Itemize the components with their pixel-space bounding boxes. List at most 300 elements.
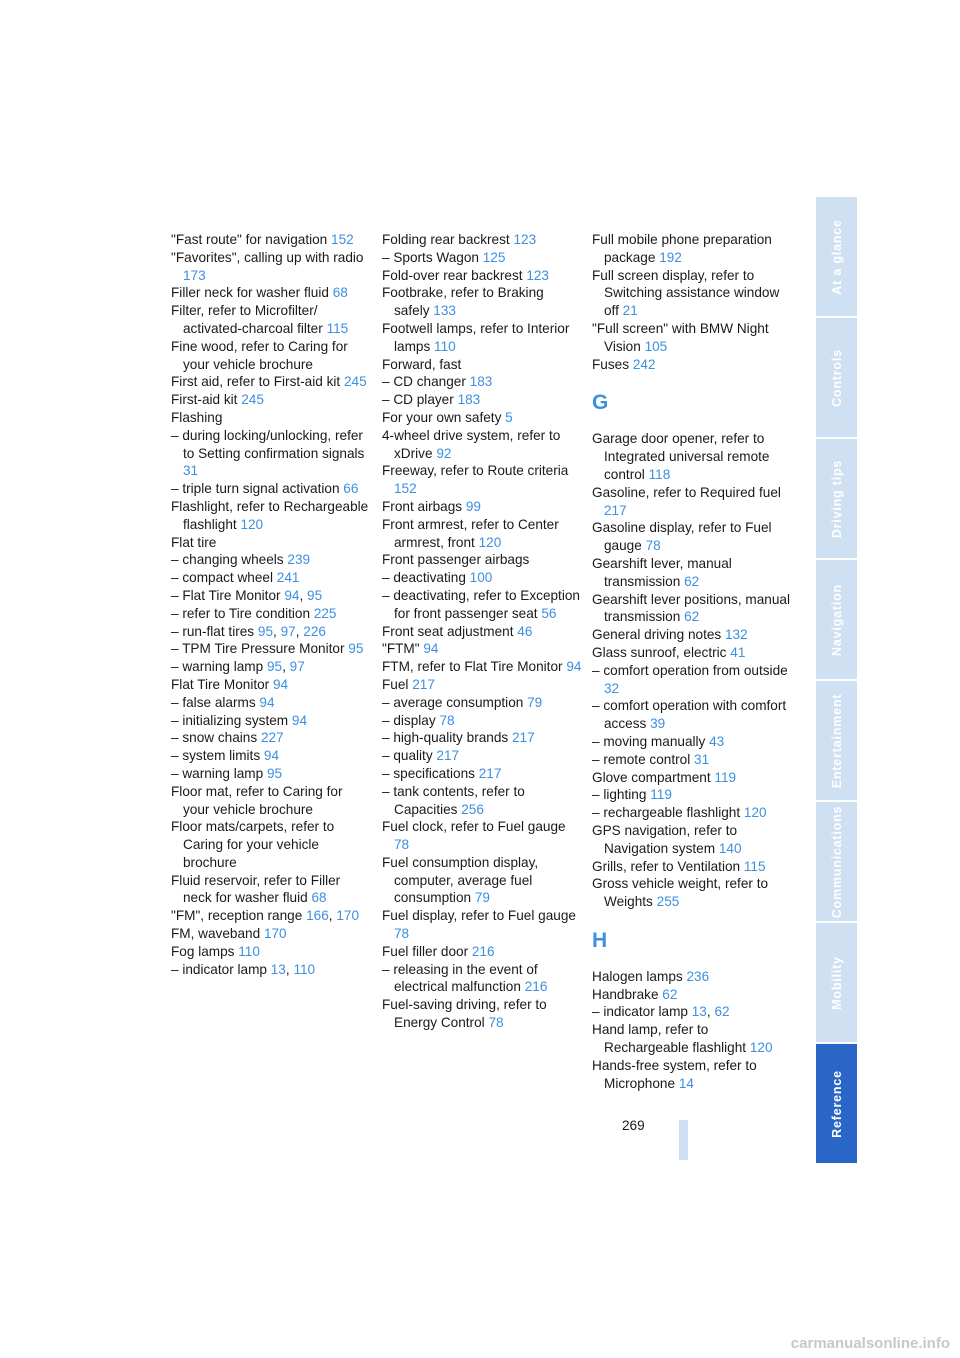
page-link[interactable]: 132 [725, 627, 748, 643]
index-entry [382, 551, 582, 569]
index-entry [382, 676, 582, 694]
index-column-2 [382, 231, 582, 1032]
page-link[interactable]: 152 [331, 232, 354, 247]
page-link[interactable]: 245 [343, 374, 367, 390]
page-link[interactable]: 120 [749, 1040, 773, 1056]
index-entry [171, 640, 371, 658]
page-references [471, 890, 490, 905]
index-entry-text: Glass sunroof, electric [592, 644, 727, 660]
index-entry [171, 569, 371, 587]
page-references [513, 624, 532, 639]
page-link[interactable]: 94 [291, 712, 308, 728]
page-link[interactable]: 110 [293, 961, 316, 977]
page-references [340, 374, 366, 389]
page-references [234, 944, 259, 959]
page-link[interactable]: 66 [343, 481, 359, 497]
page-link[interactable]: 236 [686, 968, 710, 984]
page-references: 95, 97 [266, 659, 305, 675]
page-link[interactable]: 95 [266, 659, 283, 675]
index-entry-text: Fluid reservoir, refer to Filler neck for washer fluid [171, 872, 341, 906]
page-link[interactable]: 78 [394, 926, 410, 942]
page-references [479, 250, 505, 265]
page-link[interactable]: 217 [511, 730, 535, 746]
index-entry-text: "Favorites", calling up with radio [171, 249, 364, 265]
page-link[interactable]: 62 [662, 986, 678, 1002]
index-entry-text: – deactivating [382, 570, 466, 586]
index-entry [382, 712, 582, 730]
index-entry [382, 320, 582, 356]
page-link[interactable]: 255 [656, 894, 680, 910]
index-entry-text: Gasoline, refer to Required fuel [592, 484, 781, 500]
index-entry-text: FTM, refer to Flat Tire Monitor [382, 659, 563, 675]
page-link[interactable]: 123 [526, 267, 549, 283]
index-entry [171, 391, 371, 409]
page-link[interactable]: 39 [650, 716, 666, 732]
page-link[interactable]: 183 [469, 374, 493, 390]
page-link[interactable]: 217 [412, 676, 435, 692]
page-link[interactable]: 97 [280, 623, 296, 639]
page-link[interactable]: 216 [524, 979, 548, 995]
page-references [475, 535, 501, 550]
page-link[interactable]: 105 [644, 338, 668, 354]
index-entry-text: General driving notes [592, 627, 722, 643]
tab-label: Navigation [829, 583, 844, 656]
index-entry [171, 338, 371, 374]
index-entry [382, 818, 582, 854]
page-link[interactable]: 92 [436, 445, 452, 461]
index-entry [171, 729, 371, 747]
page-references [746, 1040, 772, 1055]
page-link[interactable]: 118 [648, 466, 671, 482]
page-references [680, 609, 699, 624]
tab-label: Driving tips [829, 459, 844, 538]
page-references [237, 517, 263, 532]
page-link[interactable]: 46 [517, 623, 533, 639]
page-link[interactable]: 13 [270, 961, 286, 977]
page-references [256, 695, 275, 710]
page-references [629, 357, 655, 372]
index-entry [171, 658, 371, 676]
index-entry-text: Flat Tire Monitor [171, 676, 270, 692]
index-entry [171, 409, 371, 427]
index-entry [592, 231, 792, 267]
index-entry-text: Front airbags [382, 498, 463, 514]
page-link[interactable]: 170 [336, 908, 360, 924]
page-references [604, 681, 619, 696]
page-link[interactable]: 133 [433, 303, 456, 319]
index-entry [592, 751, 792, 769]
page-link[interactable]: 95 [257, 623, 274, 639]
index-entry [171, 249, 371, 285]
page-link[interactable]: 78 [439, 712, 455, 728]
page-link[interactable]: 241 [276, 570, 300, 586]
page-references [705, 734, 724, 749]
index-entry [592, 804, 792, 822]
page-link[interactable]: 78 [645, 538, 661, 554]
page-link[interactable]: 95 [307, 587, 323, 603]
page-references [257, 730, 283, 745]
page-references [653, 894, 679, 909]
page-references [345, 641, 364, 656]
index-entry [171, 872, 371, 908]
index-entry [171, 676, 371, 694]
index-entry-text: Gearshift lever, manual transmission [592, 555, 732, 589]
page-link[interactable]: 119 [650, 787, 672, 803]
index-entry-text: – indicator lamp [171, 961, 267, 977]
page-link[interactable]: 79 [474, 890, 490, 906]
page-link[interactable]: 62 [684, 573, 700, 589]
index-entry [592, 519, 792, 555]
index-entry-text: – run-flat tires [171, 623, 255, 639]
page-references [715, 841, 741, 856]
page-link[interactable]: 94 [259, 694, 275, 710]
page-references [457, 802, 483, 817]
page-references [659, 987, 678, 1002]
index-entry-text: – display [382, 712, 436, 728]
page-references [420, 641, 439, 656]
index-column-3 [592, 231, 792, 1092]
page-link[interactable]: 170 [263, 926, 287, 942]
index-entry [171, 623, 371, 641]
index-entry [382, 427, 582, 463]
page-link[interactable]: 166 [306, 908, 329, 924]
index-entry [382, 783, 582, 819]
index-entry [382, 249, 582, 267]
index-entry [592, 1021, 792, 1057]
index-letter-heading: H [592, 928, 608, 952]
tab-mobility[interactable] [816, 923, 857, 1042]
index-entry [592, 786, 792, 804]
index-entry-text: – indicator lamp [592, 1004, 688, 1020]
index-entry-text: – average consumption [382, 694, 524, 710]
index-entry [171, 480, 371, 498]
index-letter-heading: G [592, 391, 609, 415]
page-references [510, 232, 536, 247]
index-entry-text: Fuel filler door [382, 943, 469, 959]
index-entry-text: – Flat Tire Monitor [171, 587, 281, 603]
page-references [329, 285, 348, 300]
index-entry-text: Gross vehicle weight, refer to Weights [592, 876, 769, 910]
page-link[interactable]: 79 [527, 694, 543, 710]
page-references [740, 859, 765, 874]
index-entry [382, 640, 582, 658]
index-entry [382, 587, 582, 623]
page-link[interactable]: 62 [684, 609, 700, 625]
index-entry [592, 769, 792, 787]
tab-label: Mobility [829, 955, 844, 1010]
page-link[interactable]: 192 [659, 249, 682, 265]
page-link[interactable]: 239 [287, 552, 311, 568]
index-entry [171, 961, 371, 979]
page-references [433, 446, 452, 461]
index-entry-text: – moving manually [592, 733, 706, 749]
tab-label: Controls [829, 348, 844, 407]
tab-label: Communications [829, 805, 844, 918]
index-entry-text: "Full screen" with BMW Night Vision [592, 320, 769, 354]
index-entry-text: – changing wheels [171, 552, 284, 568]
index-entry [171, 587, 371, 605]
index-entry [382, 498, 582, 516]
page-references: 13, 62 [691, 1004, 730, 1020]
index-entry [382, 569, 582, 587]
page-link[interactable]: 123 [513, 232, 537, 247]
index-entry-text: Halogen lamps [592, 968, 683, 984]
index-entry [382, 854, 582, 907]
index-entry [382, 516, 582, 552]
page-link[interactable]: 152 [394, 481, 417, 497]
index-entry-text: – refer to Tire condition [171, 605, 311, 621]
index-entry [171, 712, 371, 730]
page-link[interactable]: 5 [505, 409, 513, 425]
page-references [683, 969, 709, 984]
index-entry [382, 961, 582, 997]
tab-controls[interactable] [816, 318, 857, 437]
page-link[interactable]: 43 [709, 733, 725, 749]
index-entry-text: Full mobile phone preparation package [592, 232, 772, 265]
page-link[interactable]: 94 [263, 748, 280, 764]
page-references: 13, 110 [270, 961, 316, 977]
index-entry-text: – warning lamp [171, 659, 264, 675]
page-link[interactable]: 94 [566, 659, 582, 675]
page-link[interactable]: 120 [743, 805, 767, 821]
index-entry [592, 430, 792, 483]
page-link[interactable]: 62 [714, 1004, 730, 1020]
index-entry [171, 765, 371, 783]
page-number-bar [679, 1120, 688, 1160]
index-entry [592, 986, 792, 1004]
page-references [711, 770, 736, 785]
page-references [340, 481, 359, 496]
page-link[interactable]: 140 [718, 840, 742, 856]
page-link[interactable]: 217 [478, 765, 502, 781]
page-link[interactable]: 120 [478, 534, 502, 550]
page-link[interactable]: 78 [394, 837, 410, 853]
index-entry [382, 231, 582, 249]
index-entry [592, 822, 792, 858]
page-references [563, 659, 582, 674]
index-entry [171, 284, 371, 302]
page-references [675, 1076, 694, 1091]
index-entry [171, 534, 371, 552]
index-entry-text: Hands-free system, refer to Microphone [592, 1057, 757, 1091]
page-link[interactable]: 95 [266, 765, 283, 781]
page-link[interactable]: 99 [465, 498, 481, 514]
tab-reference[interactable] [816, 1044, 857, 1163]
index-entry [382, 729, 582, 747]
page-link[interactable]: 31 [183, 463, 199, 479]
index-entry-text: – snow chains [171, 730, 258, 746]
index-entry-text: Filter, refer to Microfilter/ activated-charcoal filter [171, 303, 323, 336]
index-entry-text: Floor mat, refer to Caring for your vehicle brochure [171, 783, 343, 817]
index-entry-text: FM, waveband [171, 926, 261, 942]
page-references [690, 752, 709, 767]
page-link[interactable]: 225 [313, 605, 337, 621]
index-entry [171, 925, 371, 943]
index-entry-text: – TPM Tire Pressure Monitor [171, 641, 345, 657]
page-references [183, 463, 198, 478]
index-entry [382, 462, 582, 498]
index-entry-text: – rechargeable flashlight [592, 805, 741, 821]
index-entry [171, 907, 371, 925]
section-tabs [816, 197, 857, 1163]
page-references [183, 268, 206, 283]
index-entry-text: First aid, refer to First-aid kit [171, 374, 341, 390]
page-link[interactable]: 183 [457, 392, 481, 408]
tab-communications[interactable] [816, 802, 857, 921]
tab-driving-tips[interactable] [816, 439, 857, 558]
page-link[interactable]: 94 [423, 641, 439, 657]
index-entry [592, 484, 792, 520]
index-entry [171, 373, 371, 391]
index-entry-text: Fuel [382, 676, 409, 692]
page-link[interactable]: 41 [730, 644, 746, 660]
page-link[interactable]: 242 [632, 356, 656, 372]
page-link[interactable]: 56 [541, 605, 557, 621]
page-link[interactable]: 68 [332, 285, 348, 301]
page-references [273, 570, 299, 585]
index-entry [592, 1057, 792, 1093]
index-entry-text: Flashing [171, 409, 223, 425]
page-references [604, 503, 627, 518]
page-link[interactable]: 78 [488, 1015, 504, 1031]
page-link[interactable]: 119 [714, 769, 737, 785]
page-references [260, 748, 279, 763]
page-link[interactable]: 115 [326, 320, 349, 336]
index-entry [171, 818, 371, 871]
index-entry-text: – warning lamp [171, 765, 264, 781]
page-references [284, 552, 310, 567]
page-references [721, 627, 747, 642]
page-references [237, 392, 263, 407]
page-references [462, 499, 481, 514]
page-link[interactable]: 216 [471, 943, 495, 959]
page-references [538, 606, 557, 621]
page-link[interactable]: 94 [272, 676, 289, 692]
page-link[interactable]: 100 [469, 570, 493, 586]
index-entry-text: – quality [382, 748, 433, 764]
page-link[interactable]: 245 [241, 392, 264, 408]
page-link[interactable]: 21 [622, 303, 638, 319]
page-references [308, 890, 327, 905]
page-link[interactable]: 173 [183, 267, 206, 283]
page-link[interactable]: 95 [348, 641, 364, 657]
index-entry-text: – lighting [592, 787, 647, 803]
index-entry-text: Fuel clock, refer to Fuel gauge [382, 819, 566, 835]
index-entry-text: – system limits [171, 748, 261, 764]
page-references [646, 716, 665, 731]
page-link[interactable]: 110 [238, 943, 260, 959]
page-number: 269 [622, 1118, 645, 1133]
index-entry-text: First-aid kit [171, 392, 238, 408]
index-entry-text: Grills, refer to Ventilation [592, 858, 741, 874]
index-entry-text: – Sports Wagon [382, 249, 479, 265]
page-references [501, 410, 512, 425]
index-entry [382, 623, 582, 641]
index-entry-text: Forward, fast [382, 356, 462, 372]
index-entry [171, 231, 371, 249]
page-link[interactable]: 226 [303, 623, 326, 639]
page-link[interactable]: 32 [604, 680, 620, 696]
page-link[interactable]: 115 [743, 858, 766, 874]
page-references [408, 677, 434, 692]
watermark: carmanualsonline.info [790, 1335, 950, 1352]
index-entry-text: – remote control [592, 751, 691, 767]
page-link[interactable]: 256 [461, 801, 484, 817]
index-entry [382, 943, 582, 961]
page-references [310, 606, 336, 621]
index-entry-text: Fuel-saving driving, refer to Energy Control [382, 997, 547, 1031]
page-references [680, 574, 699, 589]
index-entry-text: Flashlight, refer to Rechargeable flashlight [171, 498, 369, 532]
index-entry-text: Flat tire [171, 534, 217, 550]
page-link[interactable]: 68 [311, 890, 327, 906]
index-entry [382, 373, 582, 391]
page-link[interactable]: 14 [678, 1075, 694, 1091]
page-references [645, 467, 670, 482]
page-references [430, 303, 456, 318]
index-entry-text: Fine wood, refer to Caring for your vehicle brochure [171, 338, 348, 372]
page-link[interactable]: 110 [434, 338, 456, 354]
index-entry-text: – comfort operation from outside [592, 662, 788, 678]
page-link[interactable]: 217 [604, 502, 627, 518]
page-link[interactable]: 97 [289, 659, 305, 675]
page-references [394, 481, 417, 496]
index-column-1 [171, 231, 371, 978]
page-references [433, 748, 459, 763]
index-entry [592, 644, 792, 662]
page-references [646, 787, 671, 802]
page-references: 94, 95 [284, 587, 323, 603]
index-entry-text: – triple turn signal activation [171, 481, 340, 497]
page-references [485, 1015, 504, 1030]
index-entry [382, 694, 582, 712]
index-entry-text: – CD changer [382, 374, 466, 390]
page-references [288, 713, 307, 728]
page-references [619, 303, 638, 318]
index-entry-text: Fuel consumption display, computer, average fuel consumption [382, 854, 539, 906]
index-entry-text: – tank contents, refer to Capacities [382, 783, 525, 817]
tab-entertainment[interactable] [816, 681, 857, 800]
page-references [394, 837, 409, 852]
index-entry [382, 907, 582, 943]
page-references [260, 926, 286, 941]
index-entry [592, 1003, 792, 1021]
index-entry [171, 551, 371, 569]
tab-navigation[interactable] [816, 560, 857, 679]
page-link[interactable]: 13 [691, 1004, 707, 1020]
index-entry [592, 697, 792, 733]
index-entry [171, 694, 371, 712]
page-references [430, 339, 455, 354]
index-entry [171, 302, 371, 338]
index-entry-text: Folding rear backrest [382, 232, 510, 247]
page-link[interactable]: 31 [694, 751, 710, 767]
index-entry [171, 427, 371, 480]
page-link[interactable]: 125 [482, 249, 506, 265]
page-references [655, 250, 681, 265]
index-entry [592, 267, 792, 320]
page-link[interactable]: 227 [260, 730, 284, 746]
page-link[interactable]: 217 [436, 748, 460, 764]
index-entry-text: "Fast route" for navigation [171, 232, 328, 247]
page-references [466, 374, 492, 389]
page-link[interactable]: 120 [240, 516, 264, 532]
tab-at-a-glance[interactable] [816, 197, 857, 316]
page-references [726, 645, 745, 660]
index-entry-text: "FTM" [382, 641, 420, 657]
page-link[interactable]: 94 [284, 587, 300, 603]
index-entry-text: 4-wheel drive system, refer to xDrive [382, 427, 561, 461]
